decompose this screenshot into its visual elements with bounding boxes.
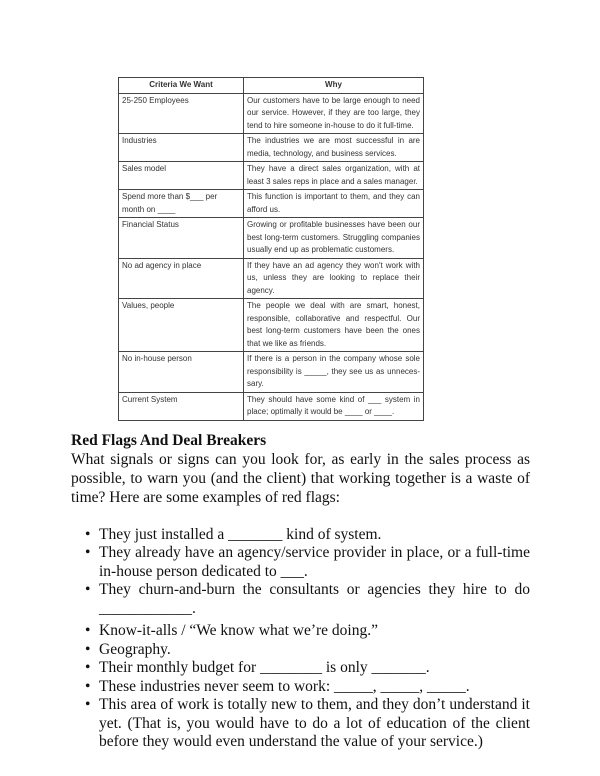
list-item: • Know-it-alls / “We know what we’re doing.” (99, 622, 530, 641)
table-row (119, 299, 424, 352)
table-row (119, 258, 424, 299)
table-header-row (119, 78, 424, 94)
why-cell: The industries we are most successful in are media, technology, and business services. (244, 134, 424, 162)
list-item: • This area of work is totally new to them, and they don’t understand it yet. (That is, you would have to do a lot of education of the client before they would even understand the value of your service.) (99, 696, 530, 752)
section-heading: Red Flags And Deal Breakers (71, 431, 267, 449)
table-row (119, 134, 424, 162)
why-cell: If they have an ad agency they won't work with us, unless they are looking to replace their agency. (244, 258, 424, 299)
why-cell: They should have some kind of ___ system in place; optimally it would be ____ or ____. (244, 392, 424, 420)
why-cell: Growing or profitable businesses have been our best long-term customers. Struggling companies usually end up as problematic customers. (244, 218, 424, 259)
list-item: • They churn-and-burn the consultants or agencies they hire to do ____________. (99, 581, 530, 618)
list-item: • Geography. (99, 641, 530, 660)
list-item: • They already have an agency/service provider in place, or a full-time in-house person dedicated to ___. (99, 544, 530, 581)
why-cell: The people we deal with are smart, honest, responsible, collaborative and respectful. Our best long-term customers have been the ones that we like as friends. (244, 299, 424, 352)
list-item: • They just installed a _______ kind of system. (99, 526, 530, 545)
criteria-cell: Spend more than $___ per month on ____ (119, 190, 244, 218)
criteria-table (118, 77, 424, 421)
criteria-cell: Values, people (119, 299, 244, 352)
section-intro: What signals or signs can you look for, as early in the sales process as possible, to warn you (and the client) that working together is a waste of time? Here are some examples of red flags: (71, 450, 530, 506)
table-row (119, 93, 424, 134)
table-row (119, 352, 424, 393)
why-cell: They have a direct sales organization, with at least 3 sales reps in place and a sales manager. (244, 162, 424, 190)
why-cell: Our customers have to be large enough to need our service. However, if they are too large, they tend to hire someone in-house to do it full-time. (244, 93, 424, 134)
table-row (119, 218, 424, 259)
header-criteria: Criteria We Want (119, 78, 244, 94)
criteria-cell: Sales model (119, 162, 244, 190)
table-row (119, 190, 424, 218)
table-row (119, 392, 424, 420)
criteria-cell: Financial Status (119, 218, 244, 259)
criteria-cell: No ad agency in place (119, 258, 244, 299)
list-item: • Their monthly budget for ________ is only _______. (99, 659, 530, 678)
criteria-cell: Current System (119, 392, 244, 420)
red-flags-section (71, 431, 530, 507)
list-item: • These industries never seem to work: _____, _____, _____. (99, 678, 530, 697)
header-why: Why (244, 78, 424, 94)
why-cell: This function is important to them, and they can afford us. (244, 190, 424, 218)
criteria-cell: 25-250 Employees (119, 93, 244, 134)
red-flags-list (71, 526, 530, 752)
why-cell: If there is a person in the company whose sole responsibility is _____, they see us as unneces-sary. (244, 352, 424, 393)
criteria-cell: No in-house person (119, 352, 244, 393)
table-row (119, 162, 424, 190)
criteria-cell: Industries (119, 134, 244, 162)
